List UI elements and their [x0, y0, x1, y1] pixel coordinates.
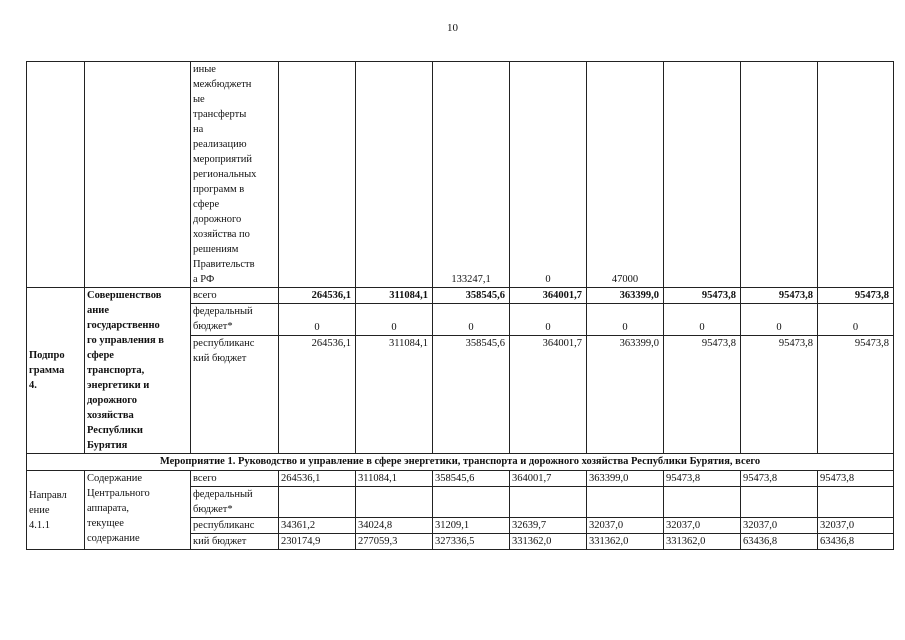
value-cell: 0	[510, 62, 587, 288]
value-cell: 63436,8	[741, 534, 818, 550]
cell-empty	[27, 62, 85, 288]
value-cell	[741, 62, 818, 288]
value-cell: 95473,8	[818, 288, 894, 304]
value-cell: 95473,8	[664, 336, 741, 454]
value-cell: 364001,7	[510, 471, 587, 487]
source-cell: всего	[191, 288, 279, 304]
value-cell: 32037,0	[741, 518, 818, 534]
value-cell: 311084,1	[356, 336, 433, 454]
value-cell: 34024,8	[356, 518, 433, 534]
value-cell: 331362,0	[587, 534, 664, 550]
value-cell: 230174,9	[279, 534, 356, 550]
value-cell	[279, 62, 356, 288]
budget-table	[26, 61, 894, 550]
value-cell: 133247,1	[433, 62, 510, 288]
value-cell: 277059,3	[356, 534, 433, 550]
value-cell	[433, 487, 510, 518]
value-cell: 95473,8	[741, 288, 818, 304]
value-cell: 63436,8	[818, 534, 894, 550]
value-cell: 32037,0	[818, 518, 894, 534]
value-cell: 0	[279, 304, 356, 336]
value-cell	[818, 62, 894, 288]
source-cell: всего	[191, 471, 279, 487]
value-cell: 363399,0	[587, 288, 664, 304]
value-cell	[664, 62, 741, 288]
table-row	[27, 62, 894, 288]
value-cell	[818, 487, 894, 518]
value-cell: 32037,0	[664, 518, 741, 534]
value-cell: 363399,0	[587, 336, 664, 454]
value-cell: 95473,8	[664, 288, 741, 304]
value-cell: 0	[433, 304, 510, 336]
value-cell: 32639,7	[510, 518, 587, 534]
direction-label: Направл ение 4.1.1	[27, 471, 85, 550]
value-cell	[664, 487, 741, 518]
subprogram-label: Подпро грамма 4.	[27, 288, 85, 454]
source-cell: федеральный бюджет*	[191, 304, 279, 336]
value-cell	[510, 487, 587, 518]
page-number: 10	[447, 22, 458, 34]
cell-empty	[85, 62, 191, 288]
value-cell: 327336,5	[433, 534, 510, 550]
value-cell: 264536,1	[279, 471, 356, 487]
table-row	[27, 471, 894, 487]
value-cell: 47000	[587, 62, 664, 288]
value-cell: 331362,0	[664, 534, 741, 550]
source-cell: республиканс кий бюджет	[191, 336, 279, 454]
measure-title: Мероприятие 1. Руководство и управление в сфере энергетики, транспорта и дорожного хозяйства Республики Бурятия, всего	[27, 454, 894, 471]
value-cell: 95473,8	[818, 336, 894, 454]
value-cell: 95473,8	[741, 471, 818, 487]
value-cell: 358545,6	[433, 288, 510, 304]
value-cell: 95473,8	[818, 471, 894, 487]
subprogram-name: Совершенствов ание государственно го управления в сфере транспорта, энергетики и дорожного хозяйства Республики Бурятия	[85, 288, 191, 454]
value-cell: 0	[741, 304, 818, 336]
value-cell	[741, 487, 818, 518]
value-cell: 311084,1	[356, 288, 433, 304]
value-cell: 0	[664, 304, 741, 336]
value-cell	[587, 487, 664, 518]
value-cell: 34361,2	[279, 518, 356, 534]
value-cell	[279, 487, 356, 518]
value-cell	[356, 62, 433, 288]
value-cell: 363399,0	[587, 471, 664, 487]
value-cell: 364001,7	[510, 288, 587, 304]
value-cell: 264536,1	[279, 288, 356, 304]
value-cell: 0	[356, 304, 433, 336]
value-cell: 0	[587, 304, 664, 336]
value-cell: 32037,0	[587, 518, 664, 534]
direction-name: Содержание Центрального аппарата, текущее содержание	[85, 471, 191, 550]
source-cell: кий бюджет	[191, 534, 279, 550]
value-cell: 264536,1	[279, 336, 356, 454]
value-cell: 0	[818, 304, 894, 336]
value-cell: 31209,1	[433, 518, 510, 534]
value-cell: 95473,8	[741, 336, 818, 454]
source-cell: иные межбюджетн ые трансферты на реализацию мероприятий региональных программ в сфере дорожного хозяйства по решениям Правительств а РФ	[191, 62, 279, 288]
value-cell: 311084,1	[356, 471, 433, 487]
source-cell: федеральный бюджет*	[191, 487, 279, 518]
table-row	[27, 288, 894, 304]
value-cell: 0	[510, 304, 587, 336]
table-row	[27, 454, 894, 471]
value-cell: 358545,6	[433, 336, 510, 454]
value-cell	[356, 487, 433, 518]
value-cell: 358545,6	[433, 471, 510, 487]
value-cell: 95473,8	[664, 471, 741, 487]
value-cell: 331362,0	[510, 534, 587, 550]
value-cell: 364001,7	[510, 336, 587, 454]
source-cell: республиканс	[191, 518, 279, 534]
